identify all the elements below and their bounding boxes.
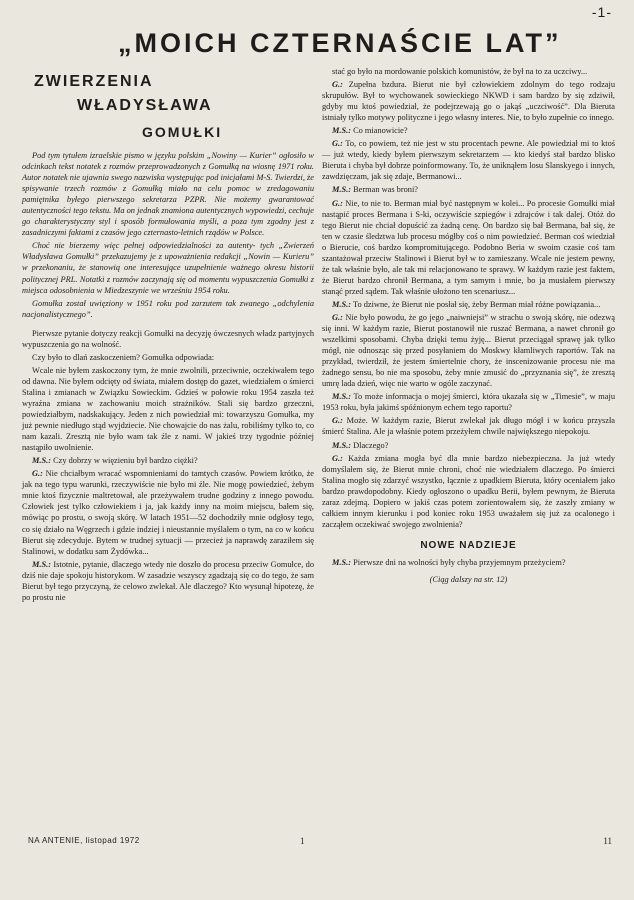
dialog-text: Każda zmiana mogła być dla mnie bardzo niebezpieczna. Ja już wtedy domyślałem się, że Bierut mnie chroni, choć nie wiedziałem dlaczego. Po śmierci Stalina mogło się zdarzyć wszystko, łącznie z upadkiem Bieruta, który oceniałem jako bardzo prawdopodobny. Kiedy ogłoszono o upadku Berii, byłem pewnym, że Bieruta zaraz zdejmą. Dopiero w jakiś czas potem zorientowałem się, że zaszły zmiany w całkiem innym kierunku i pod koniec roku 1953 uważałem się już za ocalonego i zacząłem oczekiwać swojego zwolnienia? — [322, 453, 615, 529]
heading-line-3: GOMUŁKI — [142, 124, 223, 140]
left-body — [22, 328, 314, 603]
dialog-paragraph — [322, 79, 615, 123]
dialog-paragraph — [322, 184, 615, 195]
intro-block — [22, 150, 314, 320]
intro-paragraph: Pod tym tytułem izraelskie pismo w języku polskim „Nowiny — Kurier” ogłosiło w odcinkach tekst notatek z rozmów przeprowadzonych z Gomułką na wiosnę 1971 roku. Autor notatek nie ujawnia swego nazwiska występując pod inicjałami M-S. Twierdzi, że spisywanie trzech rozmów z Gomułką miało na celu pomoc w zredagowaniu pamiętnika byłego pierwszego sekretarza PZPR. Nie możemy gwarantować autentyczności tego tekstu. Ma on jednak znamiona autentycznych wypowiedzi, cechuje go charakterystyczny styl i sposób formułowania myśli, a poza tym zgodny jest z zasadniczymi faktami z czasów jego czternasto-letnich rządów w Polsce. — [22, 151, 314, 238]
left-column — [22, 72, 314, 605]
dialog-text: To dziwne, że Bierut nie posłał się, żeby Berman miał różne powiązania... — [352, 299, 601, 309]
dialog-text: To, co powiem, też nie jest w stu procentach pewne. Ale powiedział mi to ktoś — już wtedy, kiedy byłem pierwszym sekretarzem — kto kiedyś stał bardzo blisko Bieruta i chyba był dobrze poinformowany. To, że uniknąłem losu Slanskyego i innych, zawdzięczam, jak się zdaje, Bermanowi... — [322, 139, 615, 182]
page-number: -1- — [591, 4, 612, 20]
dialog-text: Co mianowicie? — [353, 126, 408, 136]
dialog-paragraph — [322, 299, 615, 310]
right-column — [322, 66, 615, 585]
speaker-label: M.S.: — [32, 456, 52, 466]
heading-line-2: WŁADYSŁAWA — [77, 97, 213, 114]
footer-center-number: 1 — [300, 836, 305, 846]
dialog-text: Nie chciałbym wracać wspomnieniami do tamtych czasów. Powiem krótko, że jak na tego typu warunki, rzeczywiście nie było mi źle. Nie mogę powiedzieć, żebym mnie ktoś fizycznie maltretował, ale przeżywałem trudne godziny z innego powodu. Człowiek jest tylko człowiekiem i ja, jak każdy inny na moim miejscu, bałem się, mówiąc po prostu, o swoją skórę. W latach 1951—52 dochodziły mnie odgłosy tego, co się działo na Węgrzech i gdzie indziej i nieustannie myślałem o tym, na co w końcu Bierut się zdecyduje. Bytem w trudnej sytuacji — przecież ja naprawdę zaraziłem się Stalinowi, w dodatku sam Żydówka... — [22, 469, 314, 556]
continued-text: stać go było na mordowanie polskich komunistów, że był na to za uczciwy... — [332, 67, 588, 76]
dialog-paragraph — [322, 391, 615, 413]
dialog-paragraph — [322, 415, 615, 437]
dialog-text: Dlaczego? — [353, 440, 389, 450]
intro-paragraph: Gomułka został uwięziony w 1951 roku pod zarzutem tak zwanego „odchylenia nacjonalistycznego”. — [22, 298, 314, 319]
dialog-text: Nie było powodu, że go jego „naiwniejsi” w strachu o swoją skórę, nie odezwą się inni. W każdym razie, Bierut postanowił nie ruszać Bermana, a nawet chronił go wszelkimi sposobami. Chyba dzięki temu żyję... Bierut przeciągał sprawę jak tylko mógł, nie odnosząc się przed posyłaniem do Moskwy kłamliwych raportów. Tak na przykład, twierdził, że jestem śmiertelnie chory, że inscenizowanie procesu nie ma żadnego sensu, bo nie ma sposobu, żeby mnie zmusić do „przyznania się”, że zresztą umrę lada dzień, więc nie warto w ogóle zaczynać. — [322, 312, 615, 389]
speaker-label: G.: — [32, 469, 43, 479]
dialog-paragraph — [22, 468, 314, 556]
speaker-label: G.: — [332, 198, 343, 208]
speaker-label: M.S.: — [332, 126, 352, 136]
body-paragraph: Czy było to dlań zaskoczeniem? Gomułka odpowiada: — [32, 352, 215, 362]
speaker-label: M.S.: — [332, 392, 352, 402]
footer-publication: NA ANTENIE, listopad 1972 — [28, 836, 140, 845]
intro-paragraph: Choć nie bierzemy więc pełnej odpowiedzialności za autenty- tych „Zwierzeń Władysława Gomułki” przekazujemy je z upoważnienia redakcji „Nowin — Kurieru” w przekonaniu, że stanowią one interesujące uzupełnienie ważnego okresu historii politycznej PRL. Notatki z rozmów zaczynają się od momentu wypuszczenia Gomułki z miejsca odosobnienia w Miedzeszynie we wrześniu 1954 roku. — [22, 241, 314, 295]
article-title: „MOICH CZTERNAŚCIE LAT” — [118, 28, 562, 58]
speaker-label: G.: — [332, 80, 343, 90]
speaker-label: M.S.: — [332, 185, 352, 195]
speaker-label: M.S.: — [332, 440, 352, 450]
body-paragraph: Wcale nie byłem zaskoczony tym, że mnie zwolnili, przeciwnie, oczekiwałem tego od dawna. Nie byłem odcięty od świata, miałem dostęp do gazet, wiedziałem o śmierci Stalina i zmianach w Związku Sowieckim. Gdzieś w połowie roku 1954 zaszła też wyraźna zmiana w zachowaniu moich strażników. Stali się bardzo grzeczni, powiedziałbym, nadskakujący. Jeden z nich powiedział mi: towarzyszu Gomułka, my już pewnie niedługo stąd wyjdziecie. Nie chowajcie do nas żalu, robiliśmy tylko to, co nam kazali. Zresztą nie było wam tak źle z nami. W jakieś trzy tygodnie później nastąpiło uwolnienie. — [22, 365, 314, 453]
footer-page-number: 11 — [603, 836, 612, 846]
speaker-label: G.: — [332, 416, 343, 426]
dialog-paragraph — [322, 198, 615, 297]
heading-line-1: ZWIERZENIA — [34, 73, 154, 90]
dialog-paragraph — [22, 559, 314, 603]
dialog-paragraph — [322, 440, 615, 451]
dialog-text: Berman was broni? — [353, 185, 418, 195]
continued-note: (Ciąg dalszy na str. 12) — [429, 574, 508, 584]
speaker-label: G.: — [332, 453, 343, 463]
dialog-text: To może informacja o mojej śmierci, która ukazała się w „Timesie”, w maju 1953 roku, była jakimś spóźnionym echem tego raportu? — [322, 392, 615, 413]
dialog-text: Nie, to nie to. Berman miał być następnym w kolei... Po procesie Gomułki miał nastąpić proces Bermana i S-ki, oczywiście szpiegów i zdrajców i tak dalej. Otóż do tego Bierut nie chciał dopuścić za żadną cenę. On bardzo się bał Bermana, bał się, że ten w czasie śledztwa lub procesu mógłby coś o nim powiedzieć. Berman coś wiedział o Bierucie, coś bardzo kompromitującego. Podobno Beria w swoim czasie coś tam szantażował przeciw Stalinowi i Bierut był w to zamieszany. Wcale nie jestem pewny, że tak właśnie było, ale tak mi relacjonowano te sprawy. W każdym razie jest faktem, że Bierut bardzo chronił Bermana, a tym samym i mnie, bo ja musiałem pierwszy stanąć przed sądem. Tak właśnie ułożono ten scenariusz... — [322, 198, 615, 296]
dialog-text: Istotnie, pytanie, dlaczego wtedy nie doszło do procesu przeciw Gomułce, do dziś nie daje spokoju historykom. W zasadzie wszyscy zgadzają się co do tego, że sam Bierut był tego przyczyną, że celowo zwlekał. Ale dlaczego? Kto wysunął hipotezę, że po prostu nie — [22, 559, 315, 602]
dialog-paragraph — [322, 557, 615, 568]
dialog-paragraph — [322, 312, 615, 389]
dialog-text: Może. W każdym razie, Bierut zwlekał jak długo mógł i w końcu przyszła śmierć Stalina. Ale ja właśnie potem przeżyłem chwile największego niepokoju. — [322, 416, 615, 437]
dialog-paragraph — [322, 138, 615, 182]
dialog-text: Czy dobrzy w więzieniu był bardzo ciężki? — [53, 456, 198, 466]
speaker-label: M.S.: — [332, 299, 352, 309]
speaker-label: M.S.: — [32, 559, 52, 569]
dialog-paragraph — [322, 125, 615, 136]
dialog-paragraph — [22, 455, 314, 466]
speaker-label: G.: — [332, 312, 343, 322]
body-paragraph: Pierwsze pytanie dotyczy reakcji Gomułki na decyzję ówczesnych władz partyjnych wypuszczenia go na wolność. — [22, 328, 314, 349]
dialog-paragraph — [322, 453, 615, 530]
speaker-label: M.S.: — [332, 557, 352, 567]
dialog-text: Zupełna bzdura. Bierut nie był człowiekiem zdolnym do tego rodzaju skrupułów. Był to wychowanek sowieckiego NKWD i sam bardzo by się zdziwił, gdyby mu ktoś powiedział, że podejrzewają go o jakąś „uczciwość”. Dla Bieruta istniały tylko motywy polityczne i jego własny interes. Nie, to było zupełnie co innego. — [322, 80, 615, 123]
subheading: NOWE NADZIEJE — [420, 539, 517, 551]
dialog-text: Pierwsze dni na wolności były chyba przyjemnym przeżyciem? — [353, 557, 566, 567]
speaker-label: G.: — [332, 139, 343, 149]
